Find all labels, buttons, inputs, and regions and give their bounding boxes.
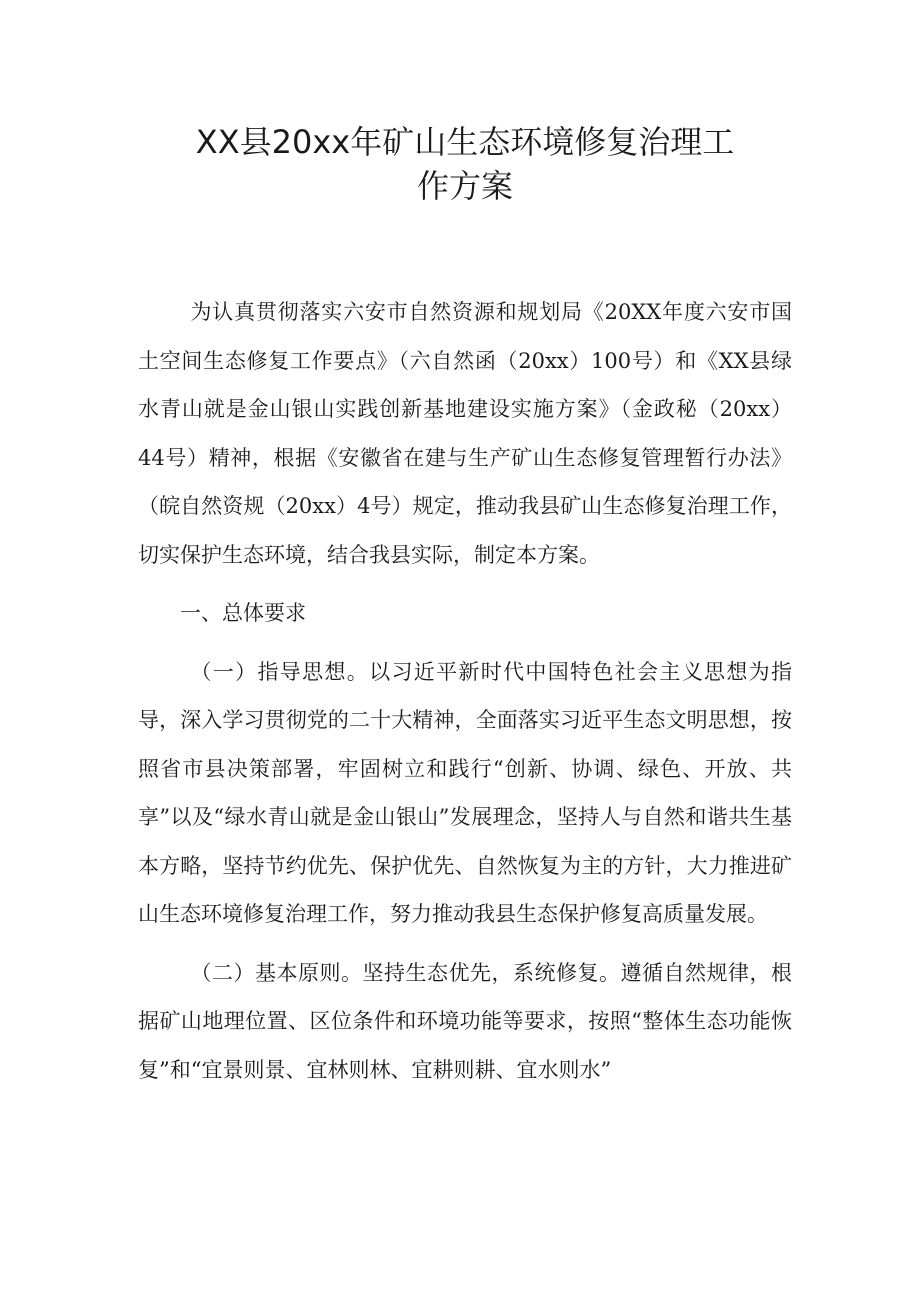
title-line-1: XX县20xx年矿山生态环境修复治理工 [195,123,735,161]
basic-principles-paragraph: （二）基本原则。坚持生态优先，系统修复。遵循自然规律，根据矿山地理位置、区位条件和环境功能等要求，按照“整体生态功能恢复”和“宜景则景、宜林则林、宜耕则耕、宜水则水” [138,960,792,1082]
guiding-ideology-paragraph: （一）指导思想。以习近平新时代中国特色社会主义思想为指导，深入学习贯彻党的二十大精神，全面落实习近平生态文明思想，按照省市县决策部署，牢固树立和践行“创新、协调、绿色、开放、共享”以及“绿水青山就是金山银山”发展理念，坚持人与自然和谐共生基本方略，坚持节约优先、保护优先、自然恢复为主的方针，大力推进矿山生态环境修复治理工作，努力推动我县生态保护修复高质量发展。 [138,659,792,926]
section-heading-general-requirements: 一、总体要求 [180,601,306,625]
title-line-2: 作方案 [416,167,513,205]
document-title [138,120,792,208]
intro-paragraph: 为认真贯彻落实六安市自然资源和规划局《20XX年度六安市国土空间生态修复工作要点》（六自然函（20xx）100号）和《XX县绿水青山就是金山银山实践创新基地建设实施方案》（金政秘（20xx）44号）精神，根据《安徽省在建与生产矿山生态修复管理暂行办法》（皖自然资规（20xx）4号）规定，推动我县矿山生态修复治理工作，切实保护生态环境，结合我县实际，制定本方案。 [138,300,792,567]
document-body [138,288,792,1094]
